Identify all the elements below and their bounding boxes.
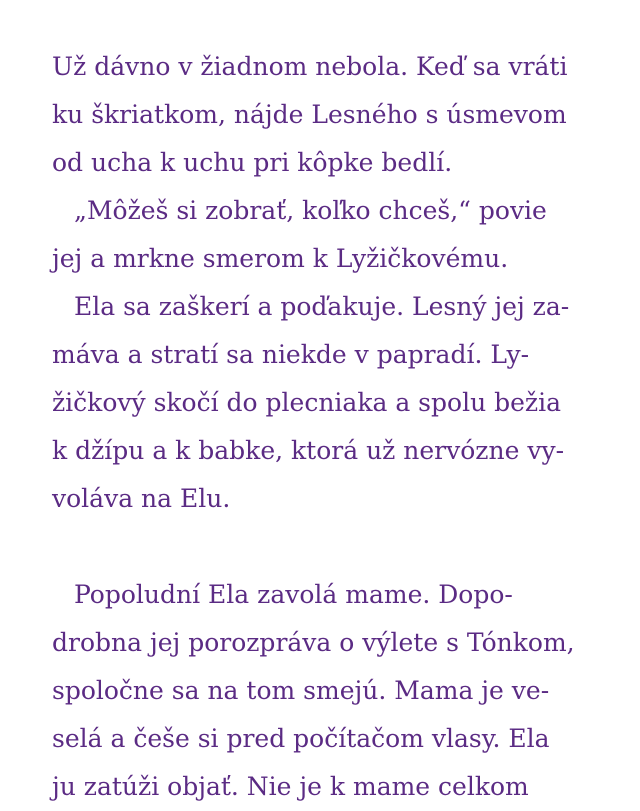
text-line: Popoludní Ela zavolá mame. Dopo- [74,580,513,609]
text-line: od ucha k uchu pri kôpke bedlí. [52,148,453,177]
text-line: máva a stratí sa niekde v papradí. Ly- [52,340,530,369]
text-line: jej a mrkne smerom k Lyžičkovému. [52,244,509,273]
text-line: k džípu a k babke, ktorá už nervózne vy- [52,436,565,465]
text-line: voláva na Elu. [52,484,231,513]
text-line: Už dávno v žiadnom nebola. Keď sa vráti [52,52,568,81]
text-line: „Môžeš si zobrať, koľko chceš,“ povie [74,196,547,225]
text-line: selá a češe si pred počítačom vlasy. Ela [52,724,550,753]
text-line: ju zatúži objať. Nie je k mame celkom [52,772,529,801]
text-line: žičkový skočí do plecniaka a spolu bežia [52,388,561,417]
text-line: Ela sa zaškerí a poďakuje. Lesný jej za- [74,292,570,321]
text-line: ku škriatkom, nájde Lesného s úsmevom [52,100,567,129]
text-line: spoločne sa na tom smejú. Mama je ve- [52,676,550,705]
text-line: drobna jej porozpráva o výlete s Tónkom, [52,628,575,657]
